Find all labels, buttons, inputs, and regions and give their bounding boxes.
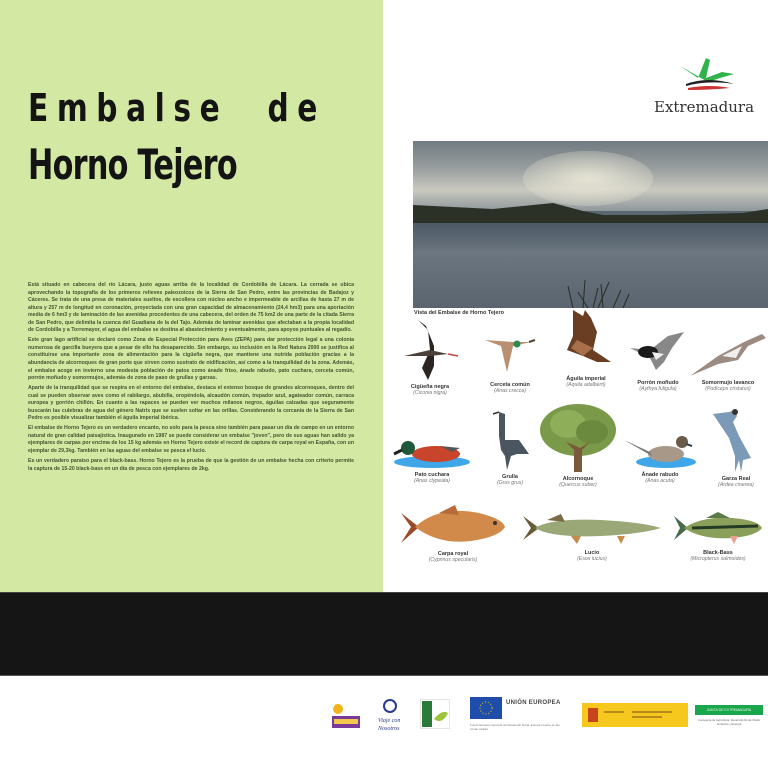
species-common-name: Pato cuchara (414, 472, 450, 478)
tufted-duck-icon (628, 330, 688, 378)
species-latin-name: (Anas clypeata) (413, 478, 451, 484)
species-latin-name: (Anas acuta) (645, 478, 675, 484)
spain-government-logo-icon (582, 703, 688, 727)
species-common-name: Cigüeña negra (410, 384, 450, 390)
pintail-icon (620, 432, 700, 470)
viaje-con-nosotros-logo-icon (374, 698, 410, 734)
crane-icon (485, 410, 535, 472)
species-latin-name: (Esox lucius) (577, 556, 607, 562)
bird-logo-icon (676, 52, 740, 94)
species-common-name: Ánade rabudo (641, 472, 679, 478)
shoveler-icon (392, 432, 472, 470)
species-common-name: Porrón moñudo (637, 380, 679, 386)
eu-flag-icon (470, 697, 502, 719)
species-cork-oak (538, 402, 618, 488)
species-common-name: Carpa royal (437, 551, 469, 557)
paragraph: Está situado en cabecera del río Lácara, justo aguas arriba de la localidad de Cordobilla de Lácara. La cerrada se ubica aprovechando la topografía de los primeros relieves paleozoicos de la Sierra de San Pedro, entre las provincias de Badajoz y Cáceres. Se trata de una presa de materiales sueltos, de escollera con núcleo ancho e impermeable de arcillas de hasta 27 m de altura y 257 m de longitud en coronación, proyectada con una gran capacidad de almacenamiento (24,4 hm3) para una aportación media de 6 hm3 y de laminación de las avenidas procedentes de una cabecera, del orden de 75 km2 de una parte de la citada Sierra de San Pedro, que delimita la cuenca del Guadiana de la del Tajo. Además de laminar avenidas que afectaban a la propia localidad de Cordobilla y a Torremayor, el agua del embalse se destina al abastecimiento y eventualmente, para apoyos puntuales al regadío. (28, 282, 354, 334)
lake-photo (413, 141, 768, 308)
imperial-eagle-icon (553, 310, 619, 374)
species-common-name: Cerceta común (490, 382, 530, 388)
species-latin-name: (Podiceps cristatus) (705, 386, 751, 392)
cork-oak-tree-icon (538, 402, 618, 474)
species-great-crested-grebe (688, 330, 768, 392)
grey-heron-icon (711, 408, 761, 474)
species-latin-name: (Anas crecca) (494, 388, 526, 394)
junta-extremadura-badge: JUNTA DE EXTREMADURA (695, 705, 763, 715)
species-latin-name: (Micropterus salmoides) (690, 556, 746, 562)
species-imperial-eagle (546, 310, 626, 388)
leader-logo-icon (420, 699, 450, 729)
photo-reeds (543, 276, 653, 308)
species-pike (520, 510, 664, 562)
eu-fund-text: Fondo Europeo Agrícola de Desarrollo Rural. Europa invierte en las zonas rurales (470, 723, 560, 731)
pike-icon (521, 510, 663, 548)
photo-sky-glow (523, 151, 653, 206)
species-teal (470, 328, 550, 394)
species-common-name: Garza Real (721, 476, 751, 482)
grebe-icon (688, 330, 768, 378)
species-pintail (620, 432, 700, 484)
junta-extremadura-text: Consejería de Agricultura, Desarrollo Rural, Medio Ambiente y Energía (697, 718, 761, 726)
brand-name: Extremadura (654, 98, 755, 116)
page-title-line1: Embalse de (28, 86, 326, 130)
black-band (0, 592, 768, 676)
species-latin-name: (Grus grus) (496, 480, 524, 486)
paragraph: Este gran lago artificial se declaró como Zona de Especial Protección para Aves (ZEPA) para dar protección legal a una colonia numerosa de garcilla bueyera que a pesar de ello ha desaparecido. Sin embargo, su inclusión en la Red Natura 2000 se justifica al constituirse una importante zona de alimentación para la cigüeña negra, que mantiene una nutrida población gracias a la abundancia de alcornoques de gran porte que sirven como sustrato de nidificación, así como a la tranquilidad de la zona. Además, el embalse acoge en invierno una modesta población de patos como ánade friso, ánade rabudo, pato cuchara, cerceta común, porrón moñudo y somormujos, además de zona de paso de grullas y garzas. (28, 337, 354, 382)
paragraph: El embalse de Horno Tejero es un verdadero encanto, no solo para la pesca sino también para pasar un día de campo en un entorno natural de gran calidad paisajística. Inaugurado en 1987 se puede considerar un embalse "joven", pero de sus aguas han salido ya ejemplares de carpas por encima de los 15 kg además en Horno Tejero existe el record de captura de carpa royal en España, con un ejemplar de 29,3kg. También en las aguas del embalse se pesca el lucio. (28, 425, 354, 454)
species-latin-name: (Cyprinus specularis) (428, 557, 478, 563)
eu-label: UNIÓN EUROPEA (506, 700, 561, 706)
species-latin-name: (Aquila adalberti) (566, 382, 606, 388)
page-title-line2: Horno Tejero (28, 140, 237, 189)
species-grey-heron (696, 408, 768, 488)
paragraph: Aparte de la tranquilidad que se respira en el entorno del embalse, destaca el extenso bosque de grandes alcornoques, dentro del cual se pueden observar aves como el rabilargo, abubilla, oropéndola, alcaudón común, trepador azul, agateador común, carraca europea y gorrión chillón. En cuanto a las rapaces se pueden ver muchos milanos negros, águilas calzadas que seguramente buscarán las culebras de agua del género Natrix que se suelen soltar en las orillas. Considerando la cercanía de la Sierra de San Pedro es posible visualizar también el águila imperial ibérica. (28, 385, 354, 422)
species-latin-name: (Quercus suber) (559, 482, 597, 488)
species-latin-name: (Aythya fuligula) (639, 386, 677, 392)
carp-icon (399, 505, 507, 549)
species-common-name: Águila imperial (566, 376, 606, 382)
species-latin-name: (Ardea cinerea) (718, 482, 754, 488)
black-bass-icon (672, 510, 764, 548)
paragraph: Es un verdadero paraíso para el black-bass. Horno Tejero es la prueba de que la gestión de un embalse hecha con criterio permite la captura de 15-20 black-bass en un día de pesca con ejemplares de 2kg. (28, 458, 354, 472)
teal-icon (483, 328, 537, 380)
species-black-stork (390, 320, 470, 396)
description-text (28, 282, 354, 476)
species-common-name: Lucio (584, 550, 600, 556)
black-stork-icon (400, 320, 460, 382)
info-panel (0, 0, 383, 592)
species-carp (398, 505, 508, 563)
species-latin-name: (Ciconia nigra) (413, 390, 447, 396)
species-common-name: Black-Bass (703, 550, 733, 556)
species-black-bass (668, 510, 768, 562)
svg-text:Nosotros: Nosotros (378, 726, 400, 732)
species-tufted-duck (618, 330, 698, 392)
adecom-logo-icon (330, 702, 362, 732)
species-common-name: Alcornoque (562, 476, 594, 482)
species-common-name: Somormujo lavanco (701, 380, 755, 386)
photo-caption: Vista del Embalse de Horno Tejero (414, 310, 504, 316)
species-shoveler (392, 432, 472, 484)
species-common-name: Grulla (502, 474, 518, 480)
svg-text:Viaje con: Viaje con (378, 718, 401, 724)
extremadura-logo (652, 52, 764, 122)
